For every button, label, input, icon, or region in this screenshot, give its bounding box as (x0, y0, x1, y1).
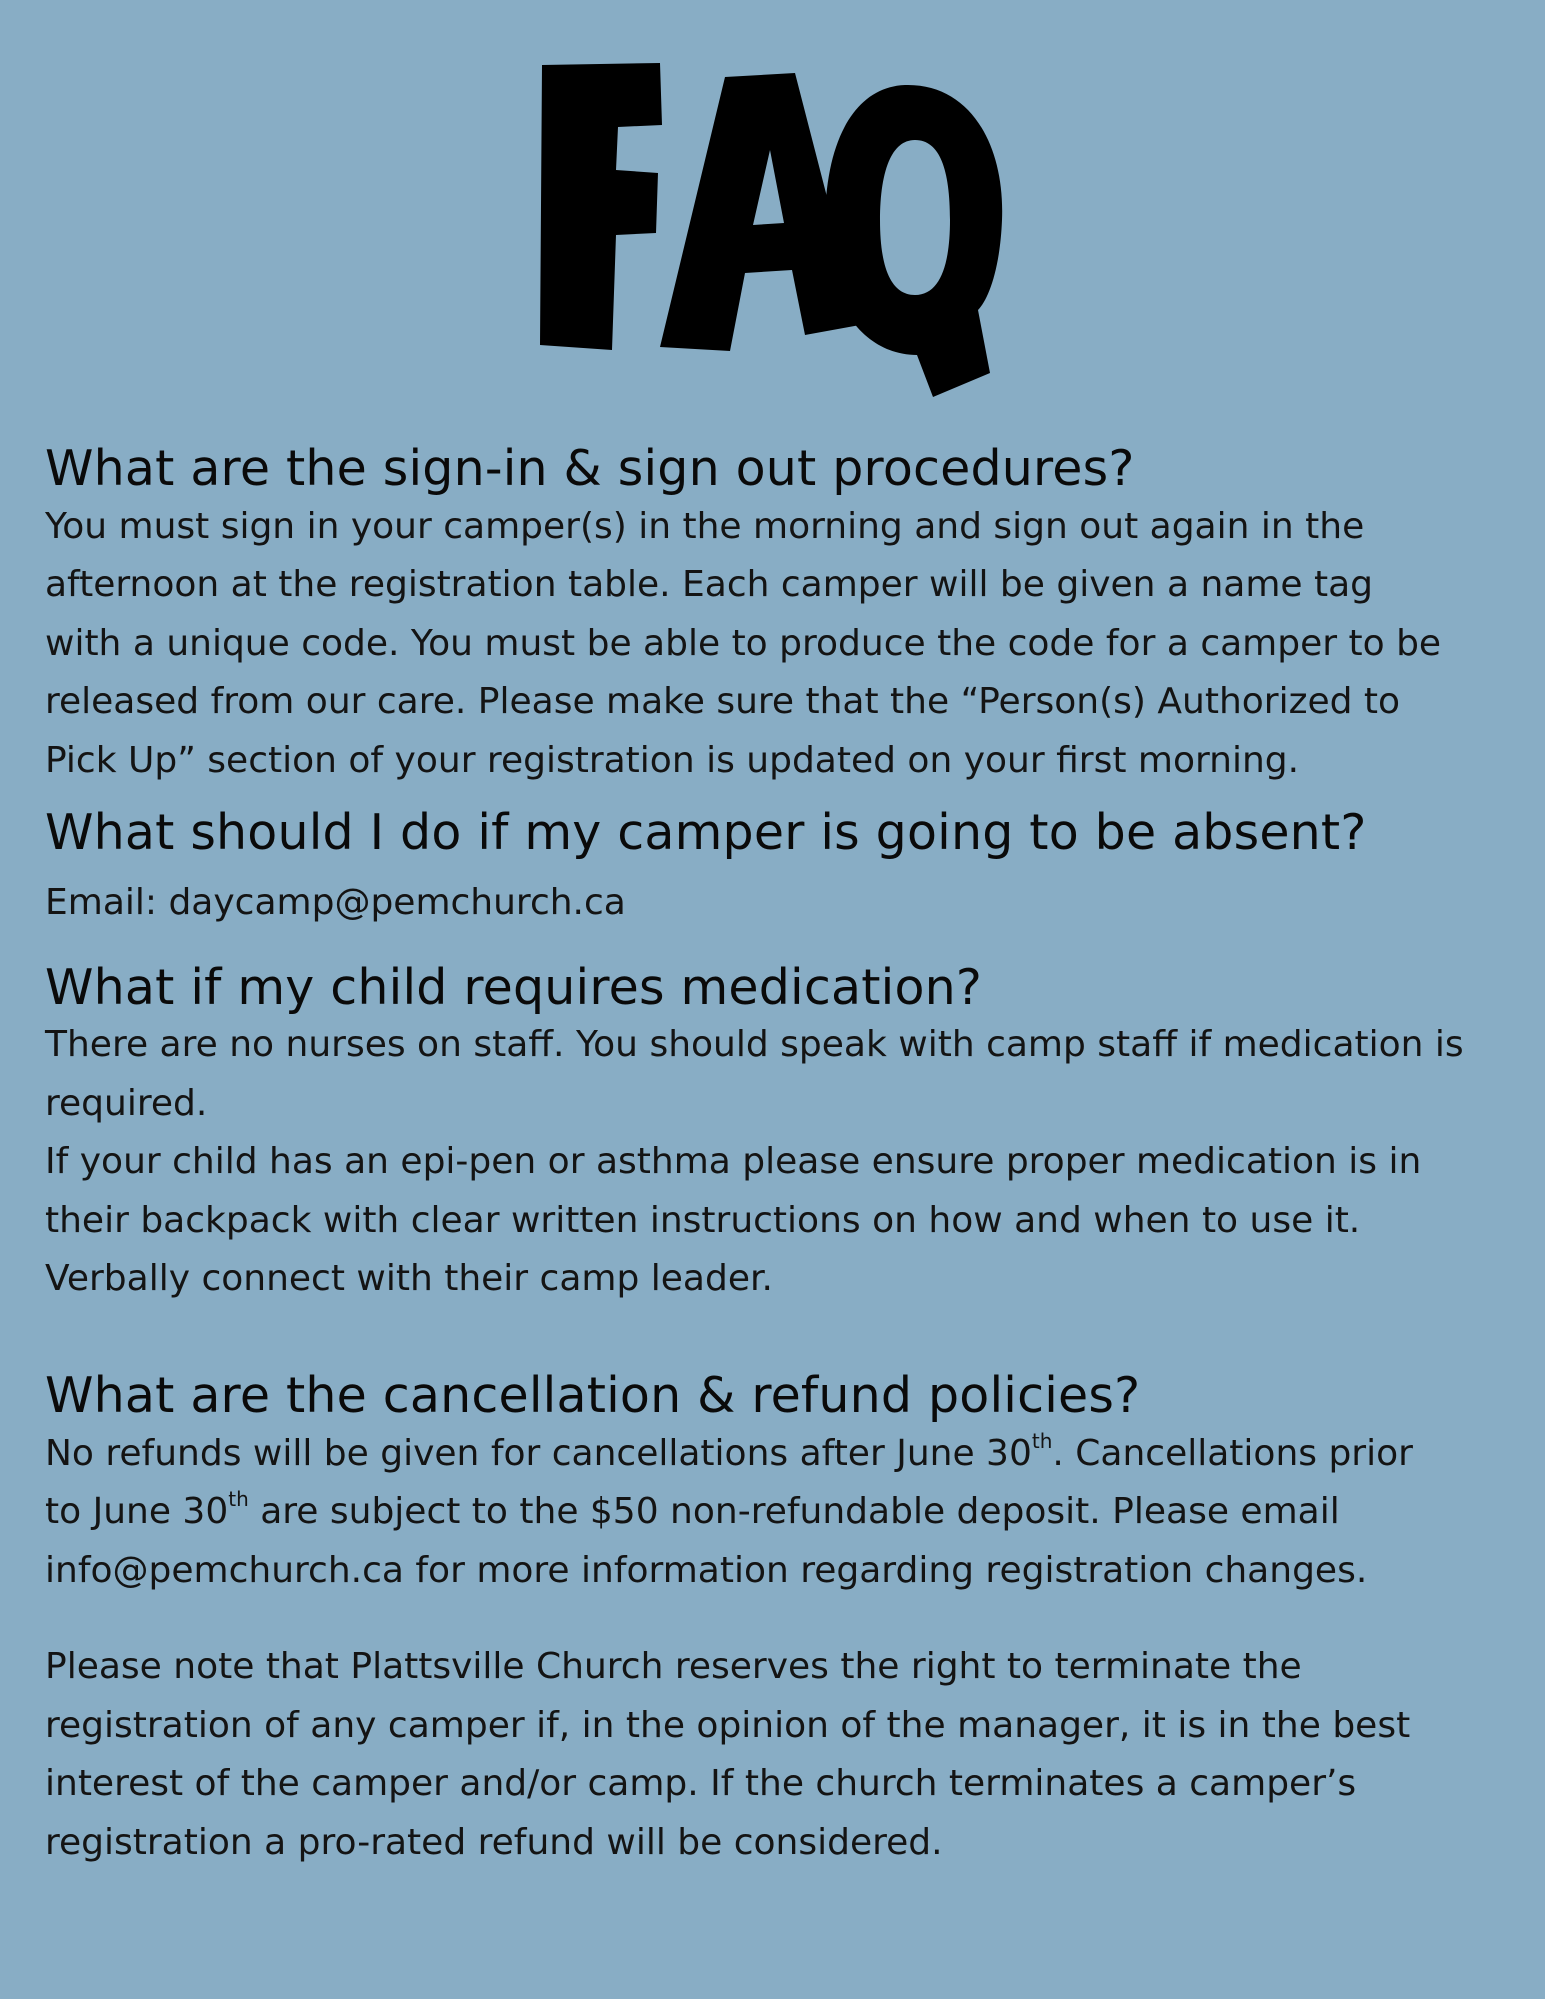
note-line: registration a pro-rated refund will be considered. (45, 1821, 943, 1863)
question-medication: What if my child requires medication? (45, 958, 983, 1016)
absence-email: Email: daycamp@pemchurch.ca (45, 882, 626, 924)
answer-line: required. (45, 1082, 208, 1124)
note-line: registration of any camper if, in the opinion of the manager, it is in the best (45, 1704, 1411, 1746)
answer-line: info@pemchurch.ca for more information regarding registration changes. (45, 1549, 1368, 1591)
question-absent: What should I do if my camper is going to be absent? (45, 804, 1367, 862)
answer-line: afternoon at the registration table. Each camper will be given a name tag (45, 564, 1374, 606)
question-cancellation: What are the cancellation & refund policies? (45, 1366, 1141, 1424)
ordinal-suffix: th (228, 1487, 249, 1512)
answer-text: No refunds will be given for cancellations after June 30 (45, 1432, 1032, 1474)
answer-text: . Cancellations prior (1052, 1432, 1413, 1474)
answer-line: You must sign in your camper(s) in the morning and sign out again in the (45, 505, 1365, 547)
answer-text: to June 30 (45, 1491, 229, 1533)
answer-line (45, 1425, 1510, 1484)
answer-line: with a unique code. You must be able to produce the code for a camper to be (45, 622, 1442, 664)
faq-logo (520, 55, 1020, 415)
ordinal-suffix: th (1031, 1428, 1053, 1453)
question-sign-in: What are the sign-in & sign out procedures? (45, 440, 1135, 497)
answer-line: Pick Up” section of your registration is updated on your first morning. (45, 739, 1300, 781)
faq-content (45, 440, 1510, 1872)
note-line: interest of the camper and/or camp. If the church terminates a camper’s (45, 1763, 1357, 1805)
answer-line: released from our care. Please make sure that the “Person(s) Authorized to (45, 681, 1401, 723)
answer-line: their backpack with clear written instructions on how and when to use it. (45, 1199, 1361, 1241)
answer-line: If your child has an epi-pen or asthma please ensure proper medication is in (45, 1141, 1422, 1183)
answer-line: Verbally connect with their camp leader. (45, 1258, 773, 1300)
answer-line: There are no nurses on staff. You should speak with camp staff if medication is (45, 1024, 1464, 1066)
answer-line (45, 1483, 1510, 1542)
answer-text: are subject to the $50 non-refundable deposit. Please email (248, 1491, 1340, 1533)
note-line: Please note that Plattsville Church reserves the right to terminate the (45, 1646, 1302, 1688)
